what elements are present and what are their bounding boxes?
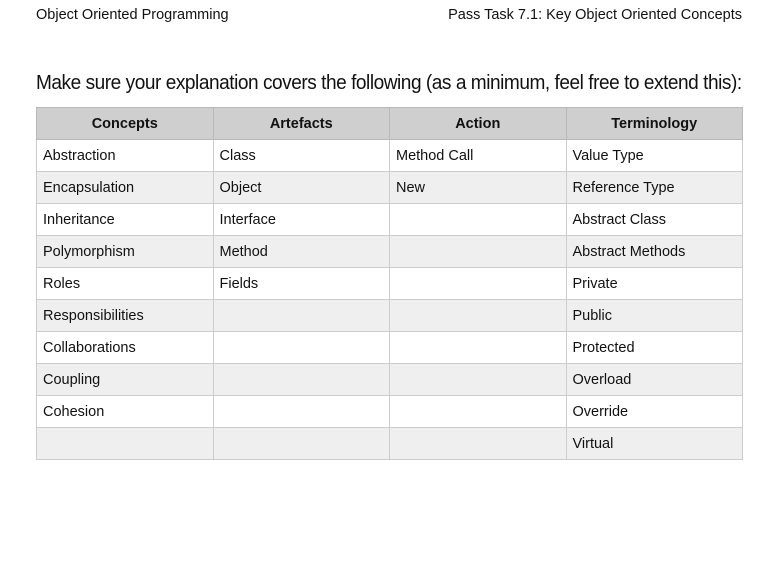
table-row bbox=[37, 428, 743, 460]
cell-action: New bbox=[390, 172, 567, 204]
cell-action bbox=[390, 268, 567, 300]
cell-artefact: Class bbox=[213, 140, 390, 172]
cell-action bbox=[390, 300, 567, 332]
cell-artefact: Object bbox=[213, 172, 390, 204]
cell-terminology: Override bbox=[566, 396, 743, 428]
cell-artefact: Interface bbox=[213, 204, 390, 236]
table-row bbox=[37, 204, 743, 236]
cell-terminology: Virtual bbox=[566, 428, 743, 460]
table-row bbox=[37, 364, 743, 396]
column-header-concepts: Concepts bbox=[37, 108, 214, 140]
document-course-title: Object Oriented Programming bbox=[36, 7, 229, 23]
cell-action bbox=[390, 396, 567, 428]
table-row bbox=[37, 332, 743, 364]
cell-terminology: Protected bbox=[566, 332, 743, 364]
cell-action bbox=[390, 204, 567, 236]
cell-concept: Polymorphism bbox=[37, 236, 214, 268]
cell-terminology: Overload bbox=[566, 364, 743, 396]
table-row bbox=[37, 396, 743, 428]
cell-concept: Responsibilities bbox=[37, 300, 214, 332]
cell-action bbox=[390, 236, 567, 268]
cell-concept bbox=[37, 428, 214, 460]
column-header-action: Action bbox=[390, 108, 567, 140]
cell-concept: Collaborations bbox=[37, 332, 214, 364]
cell-terminology: Public bbox=[566, 300, 743, 332]
cell-artefact bbox=[213, 332, 390, 364]
table-header-row bbox=[37, 108, 743, 140]
table-row bbox=[37, 268, 743, 300]
cell-action: Method Call bbox=[390, 140, 567, 172]
cell-concept: Coupling bbox=[37, 364, 214, 396]
column-header-terminology: Terminology bbox=[566, 108, 743, 140]
cell-terminology: Abstract Class bbox=[566, 204, 743, 236]
cell-concept: Roles bbox=[37, 268, 214, 300]
cell-terminology: Reference Type bbox=[566, 172, 743, 204]
cell-artefact: Method bbox=[213, 236, 390, 268]
cell-concept: Cohesion bbox=[37, 396, 214, 428]
table-row bbox=[37, 236, 743, 268]
concepts-table bbox=[36, 107, 743, 460]
cell-terminology: Value Type bbox=[566, 140, 743, 172]
cell-artefact bbox=[213, 364, 390, 396]
document-task-title: Pass Task 7.1: Key Object Oriented Concepts bbox=[448, 7, 742, 23]
column-header-artefacts: Artefacts bbox=[213, 108, 390, 140]
table-row bbox=[37, 300, 743, 332]
table-row bbox=[37, 140, 743, 172]
cell-terminology: Abstract Methods bbox=[566, 236, 743, 268]
table-row bbox=[37, 172, 743, 204]
intro-text: Make sure your explanation covers the following (as a minimum, feel free to extend this): bbox=[36, 71, 742, 94]
cell-artefact: Fields bbox=[213, 268, 390, 300]
cell-action bbox=[390, 428, 567, 460]
cell-concept: Inheritance bbox=[37, 204, 214, 236]
cell-action bbox=[390, 364, 567, 396]
cell-terminology: Private bbox=[566, 268, 743, 300]
cell-action bbox=[390, 332, 567, 364]
cell-concept: Abstraction bbox=[37, 140, 214, 172]
cell-artefact bbox=[213, 428, 390, 460]
cell-artefact bbox=[213, 396, 390, 428]
cell-concept: Encapsulation bbox=[37, 172, 214, 204]
cell-artefact bbox=[213, 300, 390, 332]
